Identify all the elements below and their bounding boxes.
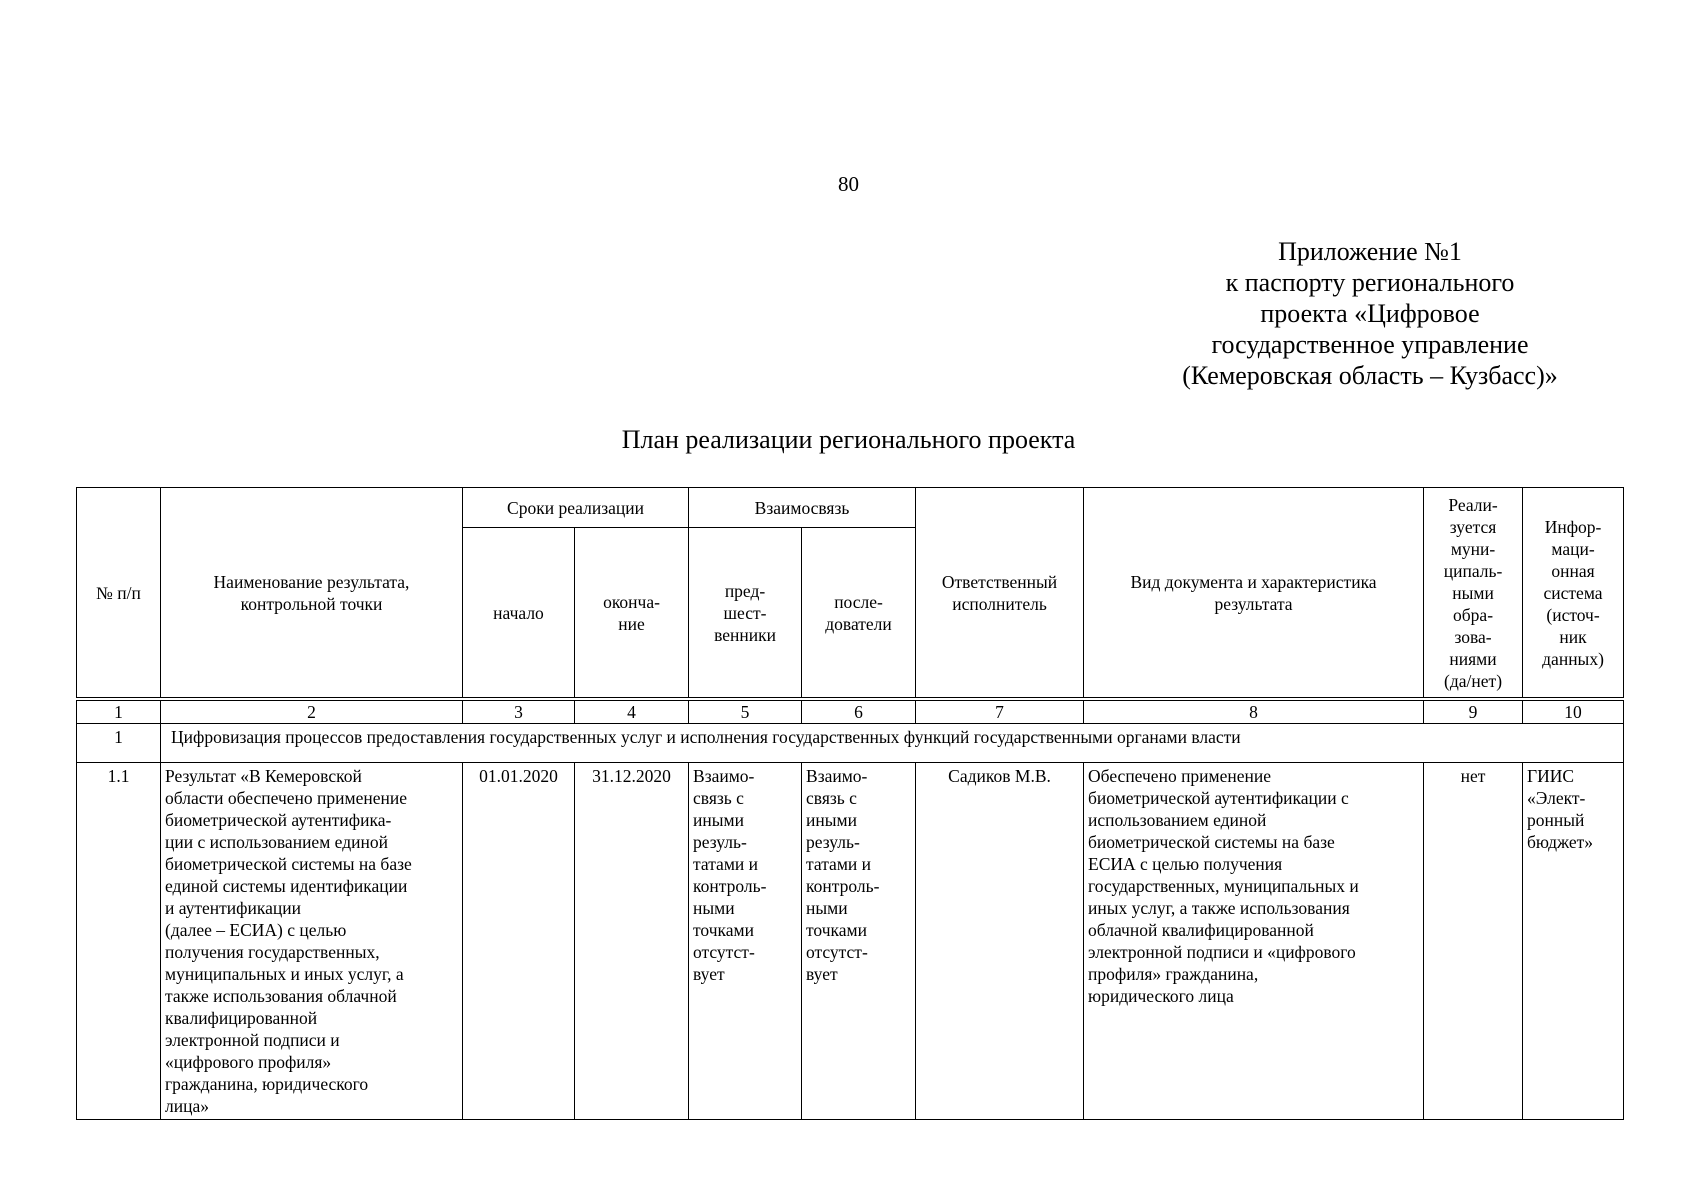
municipal-flag: нет — [1424, 763, 1523, 1120]
column-number: 10 — [1523, 701, 1624, 724]
appendix-line: проекта «Цифровое — [1260, 299, 1480, 328]
appendix-line: к паспорту регионального — [1225, 268, 1515, 297]
responsible: Садиков М.В. — [916, 763, 1084, 1120]
predecessors: Взаимо- связь с иными резуль- татами и контроль- ными точками отсутст- вует — [689, 763, 802, 1120]
header-link: Взаимосвязь — [689, 488, 916, 528]
column-number-row — [77, 701, 1624, 724]
header-end: оконча- ние — [575, 528, 689, 698]
section-title: Цифровизация процессов предоставления государственных услуг и исполнения государственных функций государственными органами власти — [161, 724, 1624, 763]
table-row — [77, 763, 1624, 1120]
header-predecessors: пред- шест- венники — [689, 528, 802, 698]
document-type: Обеспечено применение биометрической аутентификации с использованием единой биометрической системы на базе ЕСИА с целью получения государственных, муниципальных и иных услуг, а также использования облачной квалифицированной электронной подписи и «цифрового профиля» гражданина, юридического лица — [1084, 763, 1424, 1120]
end-date: 31.12.2020 — [575, 763, 689, 1120]
successors: Взаимо- связь с иными резуль- татами и контроль- ными точками отсутст- вует — [802, 763, 916, 1120]
column-number: 6 — [802, 701, 916, 724]
header-successors: после- дователи — [802, 528, 916, 698]
header-info-system: Инфор- маци- онная система (источ- ник данных) — [1523, 488, 1624, 698]
column-number: 5 — [689, 701, 802, 724]
section-row — [77, 724, 1624, 763]
column-number: 9 — [1424, 701, 1523, 724]
plan-table — [76, 487, 1624, 1120]
header-row-1 — [77, 488, 1624, 528]
column-number: 4 — [575, 701, 689, 724]
info-system: ГИИС «Элект- ронный бюджет» — [1523, 763, 1624, 1120]
header-municipal: Реали- зуется муни- ципаль- ными обра- зова- ниями (да/нет) — [1424, 488, 1523, 698]
header-name: Наименование результата, контрольной точки — [161, 488, 463, 698]
page-number: 80 — [838, 172, 859, 196]
appendix-header — [1180, 236, 1560, 391]
start-date: 01.01.2020 — [463, 763, 575, 1120]
column-number: 7 — [916, 701, 1084, 724]
header-responsible: Ответственный исполнитель — [916, 488, 1084, 698]
header-start: начало — [463, 528, 575, 698]
header-terms: Сроки реализации — [463, 488, 689, 528]
document-title: План реализации регионального проекта — [621, 425, 1076, 454]
row-number: 1.1 — [77, 763, 161, 1120]
section-number: 1 — [77, 724, 161, 763]
appendix-line: государственное управление — [1211, 330, 1529, 359]
column-number: 1 — [77, 701, 161, 724]
column-number: 8 — [1084, 701, 1424, 724]
header-num: № п/п — [77, 488, 161, 698]
appendix-line: (Кемеровская область – Кузбасс)» — [1182, 361, 1558, 390]
appendix-line: Приложение №1 — [1278, 237, 1462, 266]
column-number: 3 — [463, 701, 575, 724]
header-document: Вид документа и характеристика результата — [1084, 488, 1424, 698]
column-number: 2 — [161, 701, 463, 724]
result-name: Результат «В Кемеровской области обеспечено применение биометрической аутентифика- ции с использованием единой биометрической системы на базе единой системы идентификации и аутентификации (далее – ЕСИА) с целью получения государственных, муниципальных и иных услуг, а также использования облачной квалифицированной электронной подписи и «цифрового профиля» гражданина, юридического лица» — [161, 763, 463, 1120]
